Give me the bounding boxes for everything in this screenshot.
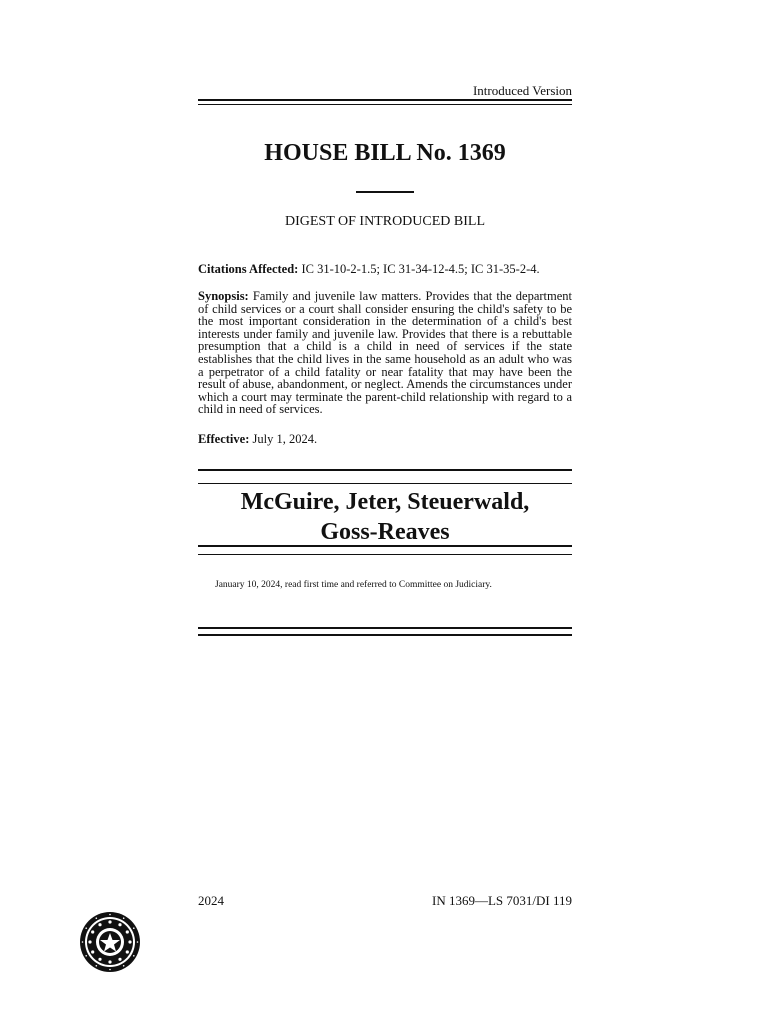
sponsors-rule-bottom-thin (198, 554, 572, 555)
sponsors-line-1: McGuire, Jeter, Steuerwald, (240, 489, 530, 515)
sponsors (198, 487, 572, 547)
synopsis (198, 290, 572, 416)
digest-heading: DIGEST OF INTRODUCED BILL (284, 214, 485, 229)
citations-label: Citations Affected: (198, 262, 299, 276)
effective-label: Effective: (198, 432, 250, 446)
sponsors-rule-top-thin (198, 483, 572, 484)
sponsors-rule-bottom (198, 545, 572, 547)
header-rule-thin (198, 104, 572, 105)
title-divider (356, 191, 414, 193)
history-rule-2 (198, 634, 572, 636)
sponsors-line-2: Goss-Reaves (320, 519, 450, 545)
synopsis-label: Synopsis: (198, 289, 249, 303)
effective-value: July 1, 2024. (252, 432, 318, 446)
citations-value: IC 31-10-2-1.5; IC 31-34-12-4.5; IC 31-35-2-4. (301, 262, 540, 276)
citations-affected (198, 263, 572, 276)
state-seal-icon (79, 911, 141, 973)
legislative-history: January 10, 2024, read first time and referred to Committee on Judiciary. (215, 580, 492, 590)
synopsis-text: Family and juvenile law matters. Provides that the department of child services or a court shall consider ensuring the child's safety to be the most important consideration in the determination of a child's best interests under family and juvenile law. Provides that there is a rebuttable presumption that a child is a child in need of services if the state establishes that the child lives in the same household as an adult who was a perpetrator of a child fatality or near fatality that may have been the result of abuse, abandonment, or neglect. Amends the circumstances under which a court may terminate the parent-child relationship with regard to a child in need of services. (198, 289, 573, 417)
sponsors-rule-top (198, 469, 572, 471)
footer-bill-id: IN 1369—LS 7031/DI 119 (432, 893, 572, 908)
history-rule (198, 627, 572, 629)
footer-year: 2024 (198, 893, 224, 908)
header-rule (198, 99, 572, 101)
effective-date (198, 433, 572, 446)
version-label: Introduced Version (472, 83, 572, 98)
bill-title: HOUSE BILL No. 1369 (264, 140, 506, 166)
